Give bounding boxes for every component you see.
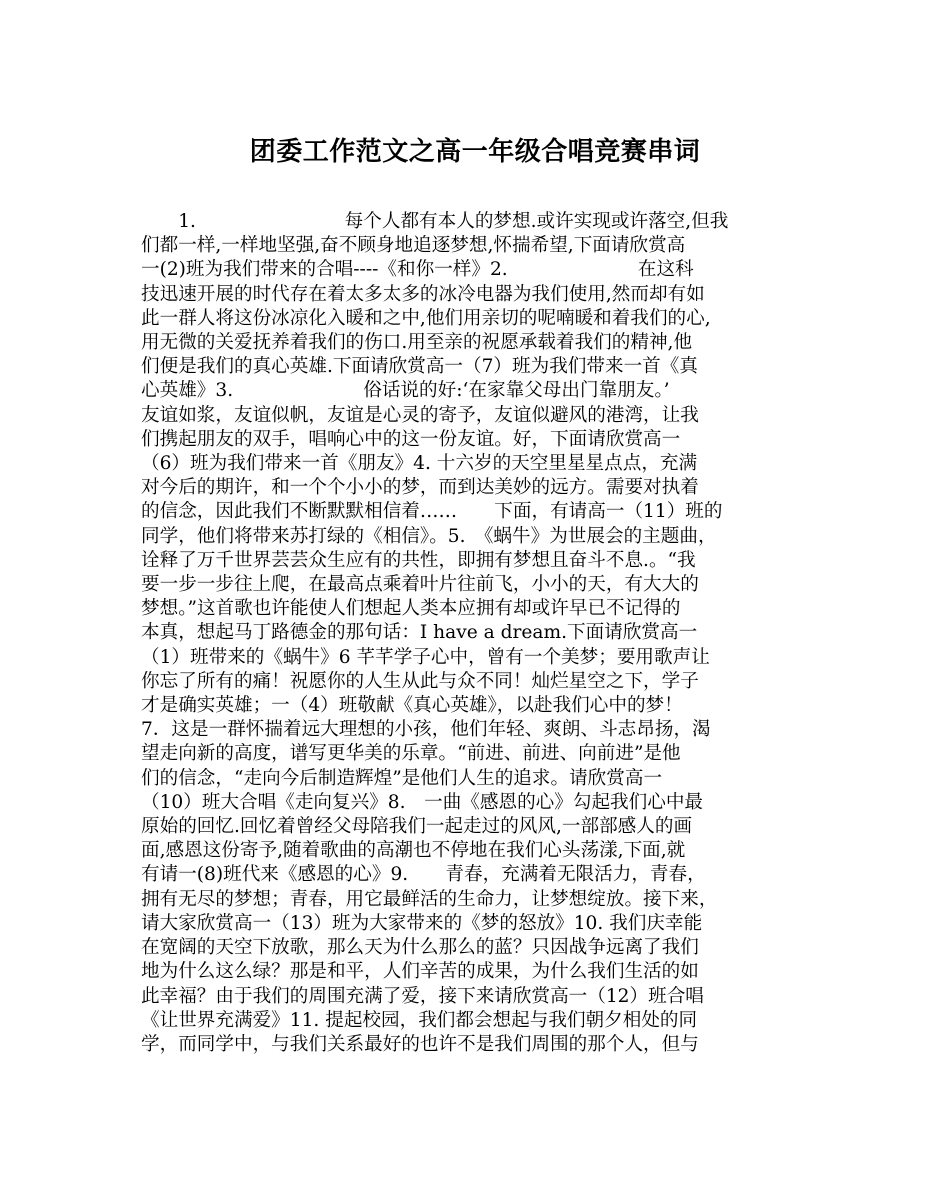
document-body — [141, 210, 812, 1057]
body-line: （6）班为我们带来一首《朋友》4. 十六岁的天空里星星点点，充满 — [141, 453, 698, 475]
body-line: 同学，他们将带来苏打绿的《相信》。5. 《蜗牛》为世展会的主题曲， — [141, 525, 717, 547]
body-line: 7．这是一群怀揣着远大理想的小孩，他们年轻、爽朗、斗志昂扬，渴 — [141, 719, 711, 741]
body-line: 地为什么这么绿？那是和平，人们辛苦的成果，为什么我们生活的如 — [141, 961, 699, 983]
body-line: 在宽阔的天空下放歌，那么天为什么那么的蓝？只因战争远离了我们 — [141, 937, 699, 959]
body-line: 才是确实英雄；一（4）班敬献《真心英雄》，以赴我们心中的梦！ — [141, 695, 683, 717]
body-line: 本真，想起马丁路德金的那句话：I have a dream.下面请欣赏高一 — [141, 622, 698, 644]
body-line: 请大家欣赏高一（13）班为大家带来的《梦的怒放》10. 我们庆幸能 — [141, 912, 703, 934]
body-line: 学，而同学中，与我们关系最好的也许不是我们周围的那个人，但与 — [141, 1033, 699, 1055]
body-line: 面,感恩这份寄予,随着歌曲的高潮也不停地在我们心头荡漾,下面,就 — [141, 840, 686, 862]
body-line: 用无微的关爱抚养着我们的伤口.用至亲的祝愿承载着我们的精神,他 — [141, 332, 693, 354]
body-line: 要一步一步往上爬，在最高点乘着叶片往前飞，小小的天，有大大的 — [141, 574, 699, 596]
body-line: 们携起朋友的双手，唱响心中的这一份友谊。好，下面请欣赏高一 — [141, 428, 681, 450]
body-line: 对今后的期许，和一个个小小的梦，而到达美妙的远方。需要对执着 — [141, 477, 699, 499]
body-line: 技迅速开展的时代存在着太多太多的冰冷电器为我们使用,然而却有如 — [141, 283, 705, 305]
body-line: 们便是我们的真心英雄.下面请欣赏高一（7）班为我们带来一首《真 — [141, 356, 698, 378]
body-line: 梦想。”这首歌也许能使人们想起人类本应拥有却或许早已不记得的 — [141, 598, 681, 620]
body-line: 原始的回忆.回忆着曾经父母陪我们一起走过的风风,一部部感人的画 — [141, 816, 693, 838]
body-line: 望走向新的高度，谱写更华美的乐章。“前进、前进、向前进”是他 — [141, 743, 681, 765]
body-line: 心英雄》3. 俗话说的好:‘在家靠父母出门靠朋友。’ — [141, 380, 670, 402]
body-line: 此一群人将这份冰凉化入暖和之中,他们用亲切的呢喃暖和着我们的心, — [141, 307, 711, 329]
body-line: 《让世界充满爱》11. 提起校园，我们都会想起与我们朝夕相处的同 — [141, 1009, 698, 1031]
body-line: 1. 每个人都有本人的梦想.或许实现或许落空,但我 — [141, 211, 729, 232]
body-line: 友谊如浆，友谊似帆，友谊是心灵的寄予，友谊似避风的港湾，让我 — [141, 404, 699, 426]
body-line: （10）班大合唱《走向复兴》8. 一曲《感恩的心》勾起我们心中最 — [141, 791, 704, 813]
body-line: 有请一(8)班代来《感恩的心》9. 青春，充满着无限活力，青春， — [141, 864, 706, 886]
body-line: 们的信念，“走向今后制造辉煌”是他们人生的追求。请欣赏高一 — [141, 767, 663, 789]
body-line: 拥有无尽的梦想；青春，用它最鲜活的生命力，让梦想绽放。接下来， — [141, 888, 718, 910]
body-line: 诠释了万千世界芸芸众生应有的共性，即拥有梦想且奋斗不息.。“我 — [141, 549, 696, 571]
body-line: 一(2)班为我们带来的合唱----《和你一样》2. 在这科 — [141, 259, 694, 281]
document-title: 团委工作范文之高一年级合唱竞赛串词 — [249, 137, 701, 167]
body-line: 的信念，因此我们不断默默相信着…… 下面，有请高一（11）班的 — [141, 501, 723, 523]
body-line: 你忘了所有的痛！祝愿你的人生从此与众不同！灿烂星空之下，学子 — [141, 670, 699, 692]
body-line: 们都一样,一样地坚强,奋不顾身地追逐梦想,怀揣希望,下面请欣赏高 — [141, 235, 686, 257]
body-line: （1）班带来的《蜗牛》6 芊芊学子心中，曾有一个美梦；要用歌声让 — [141, 646, 710, 668]
body-line: 此幸福？由于我们的周围充满了爱，接下来请欣赏高一（12）班合唱 — [141, 985, 704, 1007]
